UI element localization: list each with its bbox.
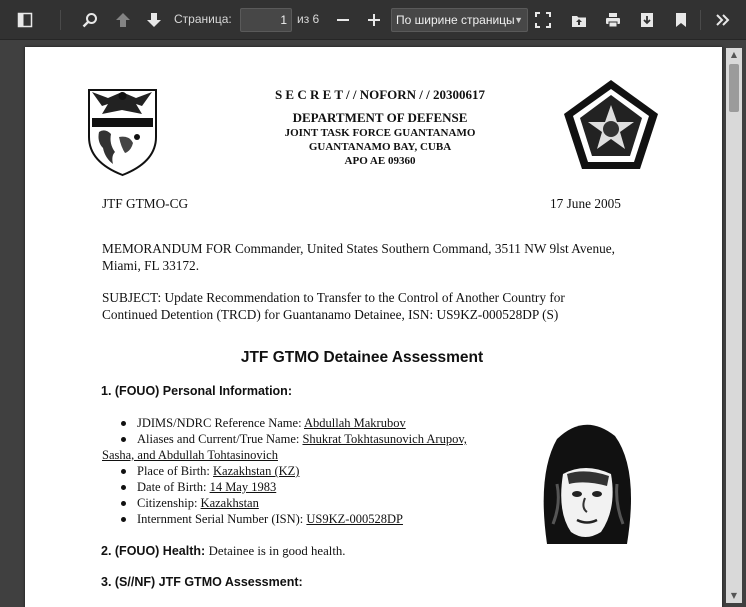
scrollbar-thumb[interactable] (729, 64, 739, 112)
page-label: Страница: (174, 12, 232, 26)
section-personal-info: 1. (FOUO) Personal Information: (101, 384, 292, 398)
download-icon[interactable] (636, 9, 658, 31)
bullet-aliases-continued: Sasha, and Abdullah Tohtasinovich (102, 448, 278, 462)
print-icon[interactable] (602, 9, 624, 31)
assessment-title: JTF GTMO Detainee Assessment (240, 349, 484, 366)
pentagon-seal-logo (561, 77, 661, 172)
jtf-seal-logo (85, 82, 160, 177)
unit-heading: JOINT TASK FORCE GUANTANAMO (284, 127, 476, 139)
detainee-photo (527, 414, 645, 544)
previous-page-icon[interactable] (112, 9, 134, 31)
scroll-down-icon[interactable]: ▼ (730, 591, 738, 600)
bullet-reference-name: JDIMS/NDRC Reference Name: Abdullah Makrubov (121, 415, 406, 431)
page-total: из 6 (297, 12, 320, 26)
bookmark-icon[interactable] (670, 9, 692, 31)
bullet-date-of-birth: Date of Birth: 14 May 1983 (121, 479, 276, 495)
zoom-in-icon[interactable] (363, 9, 385, 31)
subject-line2: Continued Detention (TRCD) for Guantanamo Detainee, ISN: US9KZ-000528DP (S) (102, 307, 559, 322)
section-health: 2. (FOUO) Health: Detainee is in good health. (101, 544, 346, 558)
classification-marking: S E C R E T / / NOFORN / / 20300617 (274, 87, 486, 102)
memo-for-line1: MEMORANDUM FOR Commander, United States Southern Command, 3511 NW 9lst Avenue, (102, 241, 615, 256)
pdf-page (25, 47, 722, 607)
location-heading: GUANTANAMO BAY, CUBA (308, 141, 452, 153)
vertical-scrollbar[interactable] (726, 48, 742, 603)
open-file-icon[interactable] (568, 9, 590, 31)
subject-line1: SUBJECT: Update Recommendation to Transfer to the Control of Another Country for (102, 290, 565, 305)
bullet-aliases: Aliases and Current/True Name: Shukrat Tokhtasunovich Arupov, (121, 431, 467, 447)
next-page-icon[interactable] (143, 9, 165, 31)
page-number-input[interactable]: 1 (240, 8, 292, 32)
presentation-mode-icon[interactable] (532, 9, 554, 31)
memo-date: 17 June 2005 (550, 196, 621, 211)
bullet-isn: Internment Serial Number (ISN): US9KZ-000528DP (121, 511, 403, 527)
zoom-out-icon[interactable] (332, 9, 354, 31)
scroll-up-icon[interactable]: ▲ (730, 50, 738, 59)
department-heading: DEPARTMENT OF DEFENSE (292, 110, 468, 125)
bullet-place-of-birth: Place of Birth: Kazakhstan (KZ) (121, 463, 299, 479)
viewer-toolbar (0, 0, 746, 40)
section-assessment: 3. (S//NF) JTF GTMO Assessment: (101, 575, 303, 589)
chevron-down-icon: ▼ (514, 15, 523, 25)
sidebar-toggle-icon[interactable] (14, 9, 36, 31)
memo-for-line2: Miami, FL 33172. (102, 258, 200, 273)
toolbar-separator (60, 10, 61, 30)
apo-heading: APO AE 09360 (344, 155, 416, 167)
bullet-citizenship: Citizenship: Kazakhstan (121, 495, 259, 511)
office-symbol: JTF GTMO-CG (102, 196, 189, 211)
zoom-select-value: По ширине страницы (396, 13, 515, 27)
search-icon[interactable] (79, 9, 101, 31)
document-viewer[interactable] (0, 40, 746, 607)
toolbar-separator (700, 10, 701, 30)
tools-icon[interactable] (712, 9, 734, 31)
zoom-select[interactable] (391, 8, 528, 32)
